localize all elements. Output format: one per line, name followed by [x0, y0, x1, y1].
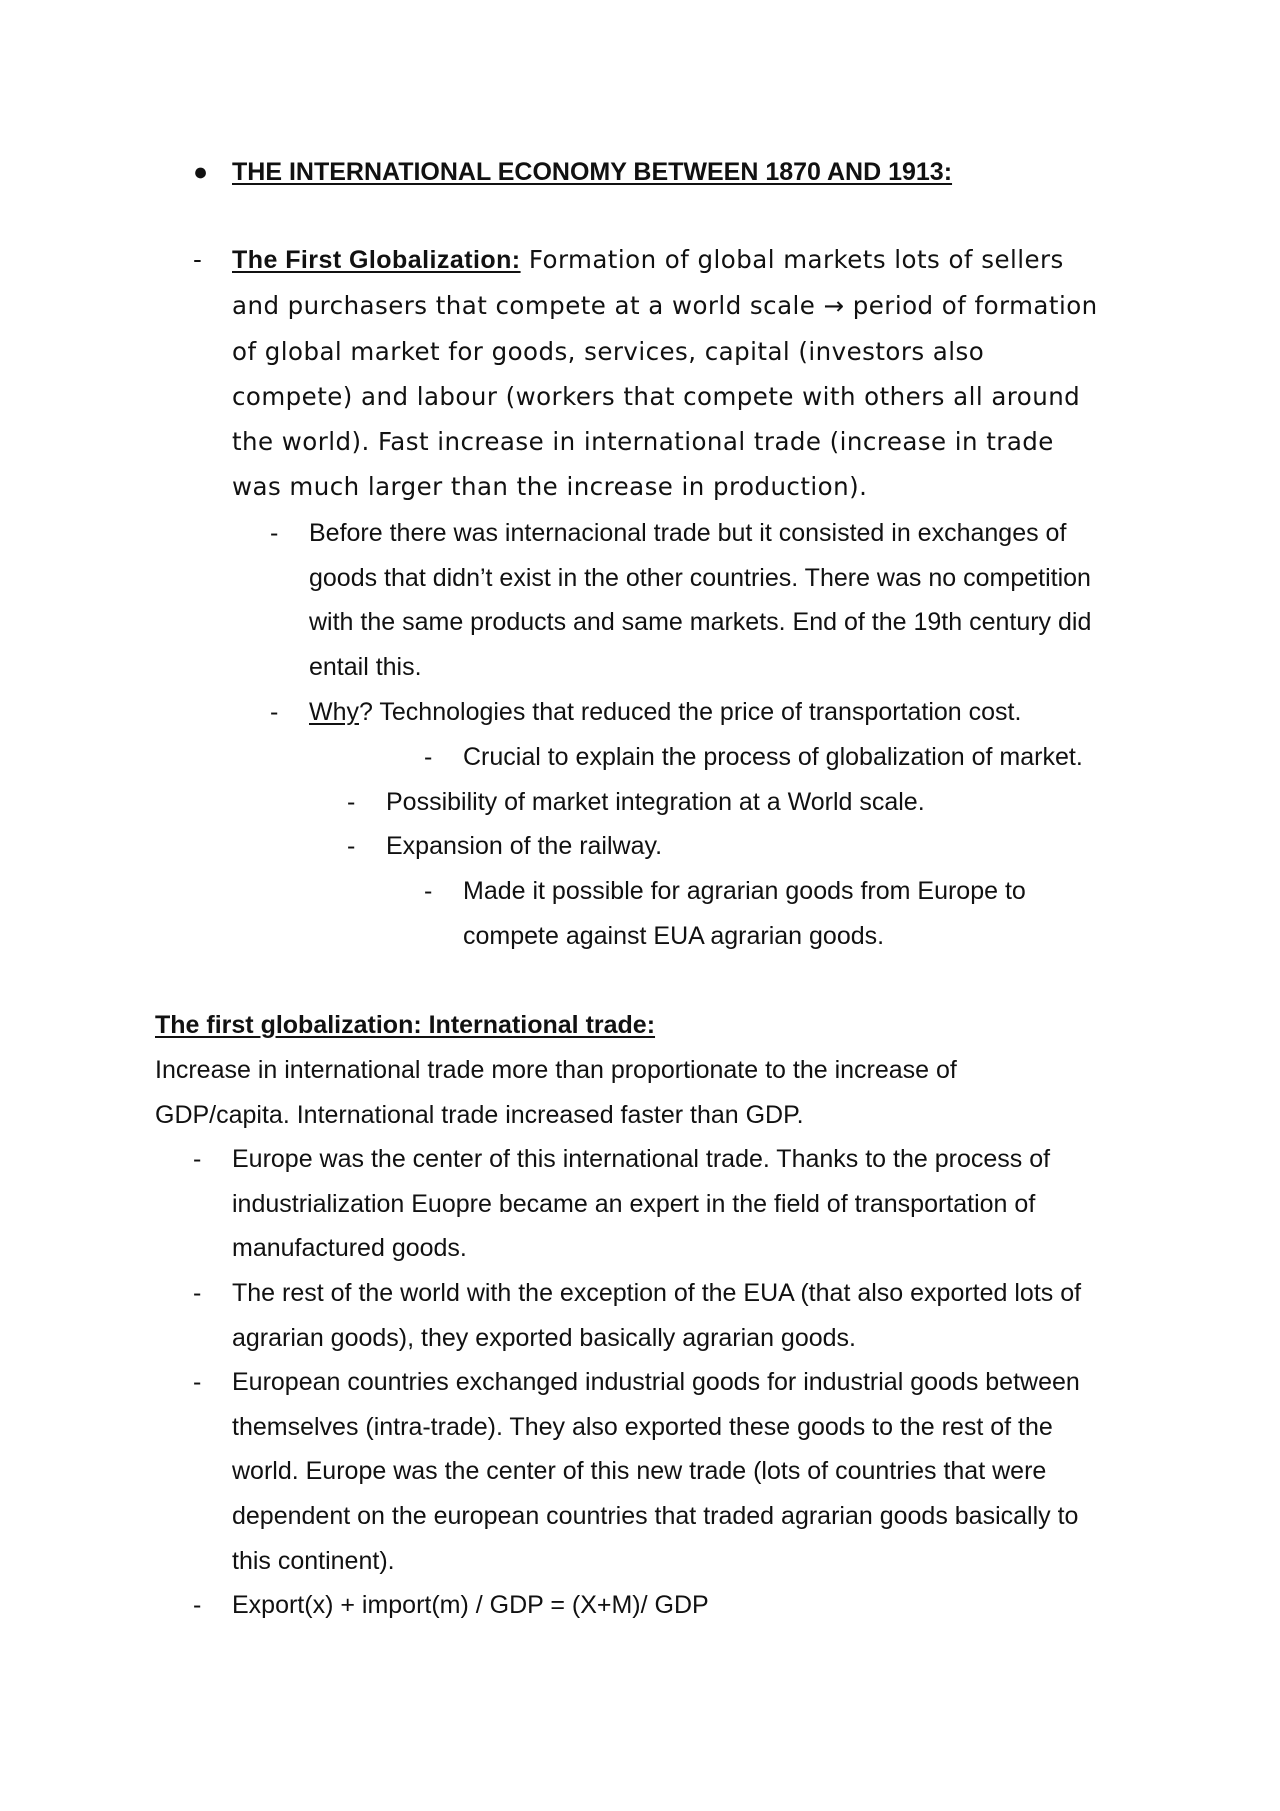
- first-globalization-paragraph: [232, 237, 1098, 510]
- paragraph-line: of global market for goods, services, capital (investors also: [232, 336, 985, 366]
- why-item: [309, 690, 1021, 735]
- item-line: themselves (intra-trade). They also exported these goods to the rest of the: [232, 1412, 1053, 1441]
- trade-item-rest-of-world: [232, 1271, 1081, 1360]
- possibility-item: Possibility of market integration at a World scale.: [386, 788, 925, 816]
- item-line: The rest of the world with the exception of the EUA (that also exported lots of: [232, 1279, 1082, 1307]
- item-line: agrarian goods), they exported basically agrarian goods.: [232, 1323, 856, 1352]
- first-globalization-title: The First Globalization:: [232, 246, 521, 274]
- formula-line: Export(x) + import(m) / GDP = (X+M)/ GDP: [232, 1591, 709, 1619]
- paragraph-line: compete) and labour (workers that compete with others all around: [232, 381, 1081, 411]
- item-line: industrialization Euopre became an expert in the field of transportation of: [232, 1189, 1036, 1218]
- made-possible-item: [463, 869, 1026, 958]
- before-trade-item: [309, 511, 1091, 690]
- why-word: Why: [309, 698, 359, 726]
- intro-line: GDP/capita. International trade increased faster than GDP.: [155, 1100, 804, 1129]
- dash-marker: -: [193, 1591, 202, 1619]
- dash-marker: -: [347, 788, 356, 816]
- trade-item-europe-center: [232, 1137, 1050, 1271]
- item-line: goods that didn’t exist in the other countries. There was no competition: [309, 563, 1091, 592]
- crucial-item: Crucial to explain the process of globalization of market.: [463, 743, 1083, 771]
- dash-marker: -: [193, 245, 203, 274]
- international-trade-intro: [155, 1048, 957, 1137]
- item-line: dependent on the european countries that traded agrarian goods basically to: [232, 1502, 1079, 1531]
- why-text: ? Technologies that reduced the price of transportation cost.: [359, 698, 1022, 726]
- dash-marker: -: [347, 832, 356, 860]
- paragraph-line: was much larger than the increase in production).: [232, 472, 868, 502]
- item-line: world. Europe was the center of this new trade (lots of countries that were: [232, 1457, 1047, 1486]
- heading-bullet: [193, 150, 208, 195]
- trade-item-european-exchange: [232, 1360, 1080, 1584]
- intro-line: Increase in international trade more than proportionate to the increase of: [155, 1056, 957, 1084]
- item-line: compete against EUA agrarian goods.: [463, 921, 885, 950]
- paragraph-line: and purchasers that compete at a world scale → period of formation: [232, 291, 1098, 321]
- item-line: Europe was the center of this international trade. Thanks to the process of: [232, 1145, 1051, 1173]
- item-line: Before there was internacional trade but it consisted in exchanges of: [309, 519, 1067, 547]
- item-line: Made it possible for agrarian goods from Europe to: [463, 877, 1026, 905]
- dash-marker: -: [270, 698, 279, 726]
- dash-marker: -: [270, 519, 279, 547]
- item-line: manufactured goods.: [232, 1234, 467, 1263]
- dash-marker: -: [424, 743, 433, 771]
- trade-item-formula: [232, 1583, 709, 1628]
- bullet-icon: ●: [193, 158, 209, 186]
- item-line: this continent).: [232, 1546, 395, 1575]
- paragraph-line: the world). Fast increase in international trade (increase in trade: [232, 427, 1054, 457]
- item-line: entail this.: [309, 653, 422, 682]
- dash-marker: -: [193, 1368, 202, 1396]
- paragraph-line: Formation of global markets lots of sellers: [520, 245, 1064, 274]
- item-line: with the same products and same markets. End of the 19th century did: [309, 608, 1092, 637]
- railway-item: Expansion of the railway.: [386, 832, 663, 860]
- item-line: European countries exchanged industrial goods for industrial goods between: [232, 1368, 1080, 1396]
- dash-marker: -: [424, 877, 433, 905]
- dash-marker: -: [193, 1145, 202, 1173]
- international-trade-title: The first globalization: International trade:: [155, 1011, 656, 1039]
- dash-marker: -: [193, 1279, 202, 1307]
- main-heading: THE INTERNATIONAL ECONOMY BETWEEN 1870 AND 1913:: [232, 158, 953, 186]
